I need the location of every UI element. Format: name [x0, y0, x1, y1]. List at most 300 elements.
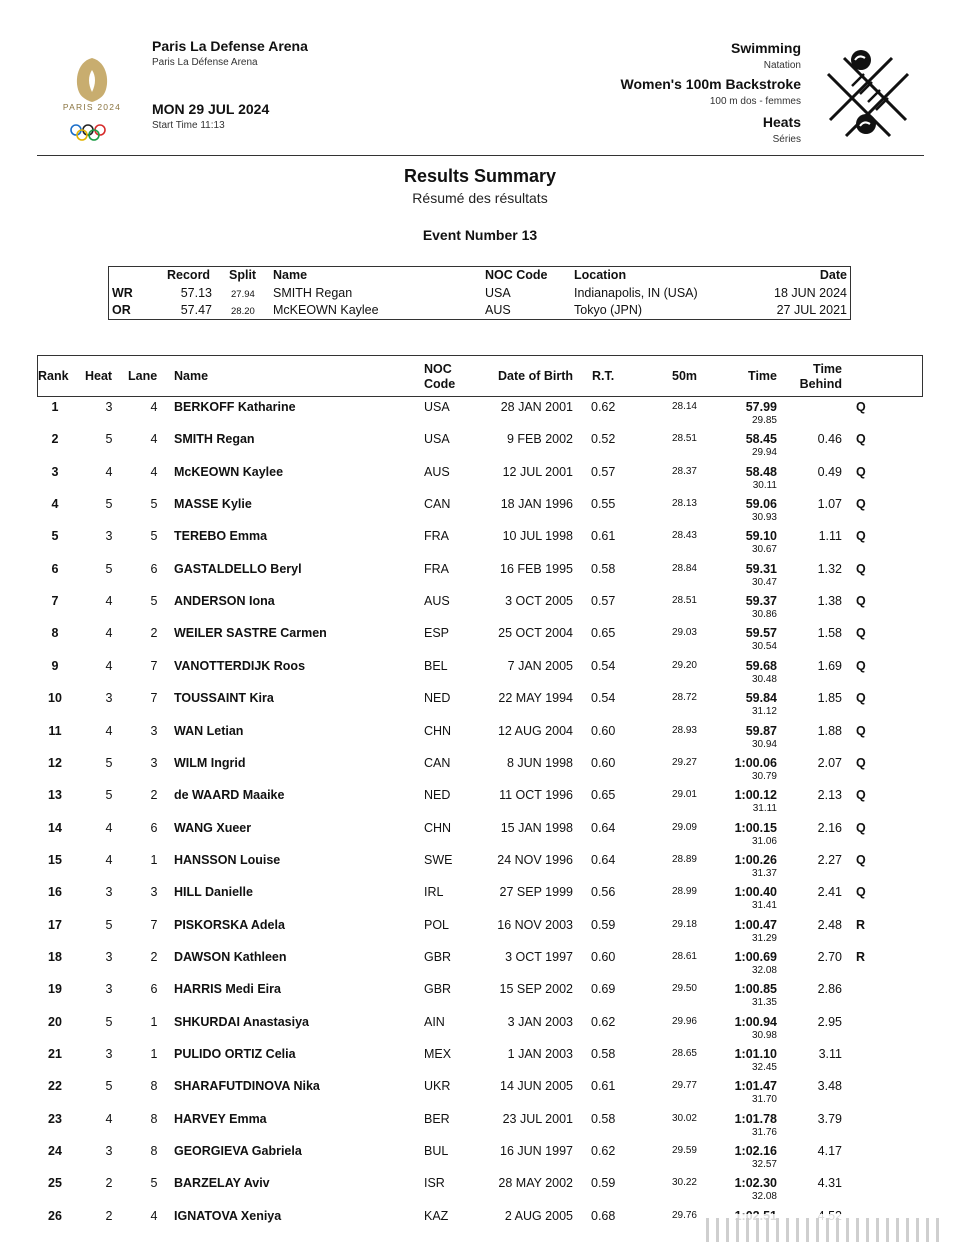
qualification-mark: Q: [856, 465, 866, 479]
rank-cell: 15: [48, 853, 62, 867]
qualification-mark: Q: [856, 626, 866, 640]
noc-cell: AUS: [424, 465, 450, 479]
time-behind: 2.41: [817, 885, 842, 899]
final-time: 59.10: [745, 529, 777, 543]
rank-cell: 19: [48, 982, 62, 996]
rank-cell: 20: [48, 1015, 62, 1029]
rank-cell: 24: [48, 1144, 62, 1158]
final-time: 59.31: [745, 562, 777, 576]
split-100m: 29.85: [751, 415, 777, 426]
dob-cell: 28 MAY 2002: [498, 1176, 573, 1190]
heat-cell: 3: [105, 529, 113, 543]
heat-cell: 3: [105, 982, 113, 996]
split-100m: 29.94: [751, 447, 777, 458]
noc-cell: POL: [424, 918, 450, 932]
dob-cell: 1 JAN 2003: [507, 1047, 573, 1061]
noc-cell: CHN: [424, 821, 452, 835]
reaction-time: 0.54: [591, 659, 616, 673]
swimming-pictogram-icon: [822, 46, 914, 138]
event-name: Women's 100m Backstroke: [620, 76, 801, 92]
split-50m: 29.09: [671, 822, 697, 833]
time-behind: 4.31: [817, 1176, 842, 1190]
qualification-mark: Q: [856, 400, 866, 414]
final-time: 59.87: [745, 724, 777, 738]
split-50m: 28.93: [671, 725, 697, 736]
split-100m: 32.45: [751, 1062, 777, 1073]
col-50m: 50m: [672, 369, 698, 383]
col-behind-line2: Behind: [799, 377, 842, 391]
result-row: [0, 400, 960, 432]
heat-cell: 4: [105, 724, 113, 738]
sport-name: Swimming: [730, 40, 801, 56]
rank-cell: 21: [48, 1047, 62, 1061]
venue-subtitle: Paris La Défense Arena: [152, 57, 258, 68]
result-row: [0, 1176, 960, 1208]
record-noc: AUS: [485, 303, 511, 317]
time-behind: 2.95: [817, 1015, 842, 1029]
heat-cell: 5: [105, 497, 113, 511]
competition-date: MON 29 JUL 2024: [152, 101, 270, 117]
split-100m: 30.54: [751, 641, 777, 652]
noc-cell: NED: [424, 691, 451, 705]
result-row: [0, 562, 960, 594]
result-row: [0, 950, 960, 982]
final-time: 1:01.47: [734, 1079, 777, 1093]
split-100m: 30.48: [751, 674, 777, 685]
time-behind: 1.11: [818, 529, 842, 543]
lane-cell: 8: [150, 1112, 158, 1126]
split-50m: 28.14: [671, 401, 697, 412]
time-behind: 1.85: [817, 691, 842, 705]
athlete-name: de WAARD Maaike: [174, 788, 285, 802]
split-50m: 29.18: [671, 919, 697, 930]
split-100m: 30.79: [751, 771, 777, 782]
final-time: 1:00.26: [734, 853, 777, 867]
reaction-time: 0.64: [591, 821, 616, 835]
final-time: 1:00.15: [734, 821, 777, 835]
dob-cell: 3 JAN 2003: [507, 1015, 573, 1029]
venue-title: Paris La Defense Arena: [152, 38, 308, 54]
split-100m: 30.98: [751, 1030, 777, 1041]
records-header-noc: NOC Code: [485, 268, 548, 282]
time-behind: 2.07: [817, 756, 842, 770]
record-location: Tokyo (JPN): [574, 303, 643, 317]
athlete-name: IGNATOVA Xeniya: [174, 1209, 282, 1223]
records-header-split: Split: [229, 268, 257, 282]
athlete-name: SHKURDAI Anastasiya: [174, 1015, 309, 1029]
split-100m: 31.12: [751, 706, 777, 717]
split-50m: 29.77: [671, 1080, 697, 1091]
record-split: 27.94: [231, 289, 255, 300]
doc-subtitle: Résumé des résultats: [412, 190, 548, 206]
paris-2024-logo: [62, 52, 122, 142]
result-row: [0, 691, 960, 723]
final-time: 59.84: [745, 691, 777, 705]
split-50m: 28.84: [671, 563, 697, 574]
final-time: 1:02.16: [734, 1144, 777, 1158]
rank-cell: 17: [48, 918, 62, 932]
rank-cell: 2: [51, 432, 59, 446]
heat-cell: 5: [105, 1015, 113, 1029]
split-50m: 30.02: [671, 1113, 697, 1124]
lane-cell: 5: [150, 594, 158, 608]
athlete-name: SMITH Regan: [174, 432, 255, 446]
qualification-mark: Q: [856, 432, 866, 446]
split-50m: 29.76: [671, 1210, 697, 1221]
reaction-time: 0.69: [591, 982, 616, 996]
logo-text: PARIS 2024: [62, 102, 122, 112]
result-row: [0, 821, 960, 853]
split-50m: 28.51: [671, 595, 697, 606]
lane-cell: 4: [150, 432, 158, 446]
lane-cell: 2: [150, 788, 158, 802]
noc-cell: CHN: [424, 724, 452, 738]
lane-cell: 1: [150, 853, 158, 867]
qualification-mark: Q: [856, 497, 866, 511]
lane-cell: 8: [150, 1144, 158, 1158]
result-row: [0, 1079, 960, 1111]
dob-cell: 10 JUL 1998: [502, 529, 573, 543]
result-row: [0, 918, 960, 950]
event-name-fr: 100 m dos - femmes: [709, 96, 801, 107]
record-time: 57.47: [180, 303, 212, 317]
dob-cell: 12 JUL 2001: [502, 465, 573, 479]
col-noc-line1: NOC: [424, 362, 452, 376]
heat-cell: 3: [105, 1047, 113, 1061]
athlete-name: BARZELAY Aviv: [174, 1176, 270, 1190]
lane-cell: 5: [150, 1176, 158, 1190]
reaction-time: 0.61: [591, 529, 616, 543]
rank-cell: 4: [51, 497, 59, 511]
final-time: 58.48: [745, 465, 777, 479]
lane-cell: 2: [150, 950, 158, 964]
record-name: McKEOWN Kaylee: [273, 303, 379, 317]
rank-cell: 16: [48, 885, 62, 899]
lane-cell: 4: [150, 465, 158, 479]
heat-cell: 2: [105, 1209, 113, 1223]
final-time: 58.45: [745, 432, 777, 446]
record-name: SMITH Regan: [273, 286, 353, 300]
rank-cell: 7: [51, 594, 59, 608]
split-100m: 31.29: [751, 933, 777, 944]
col-heat: Heat: [85, 369, 113, 383]
split-100m: 30.93: [751, 512, 777, 523]
result-row: [0, 1112, 960, 1144]
lane-cell: 7: [150, 659, 158, 673]
lane-cell: 4: [150, 1209, 158, 1223]
split-100m: 31.37: [751, 868, 777, 879]
athlete-name: WANG Xueer: [174, 821, 252, 835]
time-behind: 2.70: [817, 950, 842, 964]
noc-cell: GBR: [424, 950, 452, 964]
noc-cell: BEL: [424, 659, 448, 673]
lane-cell: 7: [150, 918, 158, 932]
rank-cell: 18: [48, 950, 62, 964]
reaction-time: 0.62: [591, 1144, 616, 1158]
noc-cell: BUL: [424, 1144, 449, 1158]
result-row: [0, 465, 960, 497]
split-100m: 32.57: [751, 1159, 777, 1170]
reaction-time: 0.52: [591, 432, 616, 446]
noc-cell: IRL: [424, 885, 444, 899]
noc-cell: BER: [424, 1112, 450, 1126]
rank-cell: 11: [48, 724, 62, 738]
split-100m: 31.70: [751, 1094, 777, 1105]
split-50m: 28.65: [671, 1048, 697, 1059]
final-time: 57.99: [745, 400, 777, 414]
sport-name-fr: Natation: [763, 60, 801, 71]
final-time: 1:01.78: [734, 1112, 777, 1126]
lane-cell: 3: [150, 724, 158, 738]
split-50m: 28.61: [671, 951, 697, 962]
rank-cell: 3: [51, 465, 59, 479]
result-row: [0, 1047, 960, 1079]
split-50m: 28.89: [671, 854, 697, 865]
result-row: [0, 529, 960, 561]
final-time: 1:00.69: [734, 950, 777, 964]
split-50m: 28.51: [671, 433, 697, 444]
result-row: [0, 594, 960, 626]
final-time: 1:00.06: [734, 756, 777, 770]
final-time: 59.06: [745, 497, 777, 511]
lane-cell: 5: [150, 497, 158, 511]
time-behind: 2.13: [817, 788, 842, 802]
athlete-name: GEORGIEVA Gabriela: [174, 1144, 302, 1158]
noc-cell: SWE: [424, 853, 453, 867]
result-row: [0, 756, 960, 788]
results-header: [37, 355, 923, 397]
dob-cell: 18 JAN 1996: [500, 497, 573, 511]
rank-cell: 8: [51, 626, 59, 640]
athlete-name: ANDERSON Iona: [174, 594, 275, 608]
heat-cell: 4: [105, 626, 113, 640]
col-rt: R.T.: [592, 369, 615, 383]
noc-cell: GBR: [424, 982, 452, 996]
dob-cell: 14 JUN 2005: [500, 1079, 573, 1093]
col-rank: Rank: [38, 369, 69, 383]
heat-cell: 5: [105, 756, 113, 770]
split-100m: 30.11: [752, 480, 777, 491]
heat-cell: 3: [105, 885, 113, 899]
records-header-name: Name: [273, 268, 308, 282]
athlete-name: VANOTTERDIJK Roos: [174, 659, 306, 673]
qualification-mark: Q: [856, 756, 866, 770]
split-50m: 29.50: [671, 983, 697, 994]
rank-cell: 6: [51, 562, 59, 576]
athlete-name: GASTALDELLO Beryl: [174, 562, 302, 576]
dob-cell: 23 JUL 2001: [502, 1112, 573, 1126]
athlete-name: MASSE Kylie: [174, 497, 252, 511]
record-noc: USA: [485, 286, 511, 300]
reaction-time: 0.58: [591, 562, 616, 576]
split-50m: 29.01: [671, 789, 697, 800]
split-100m: 31.41: [751, 900, 777, 911]
heat-cell: 3: [105, 1144, 113, 1158]
dob-cell: 16 NOV 2003: [497, 918, 573, 932]
rank-cell: 12: [48, 756, 62, 770]
result-row: [0, 659, 960, 691]
noc-cell: NED: [424, 788, 451, 802]
split-50m: 28.13: [671, 498, 697, 509]
rank-cell: 14: [48, 821, 62, 835]
col-noc-line2: Code: [424, 377, 456, 391]
record-date: 27 JUL 2021: [776, 303, 847, 317]
result-row: [0, 788, 960, 820]
records-table: [108, 266, 851, 320]
split-100m: 31.35: [751, 997, 777, 1008]
heat-cell: 4: [105, 853, 113, 867]
result-row: [0, 626, 960, 658]
dob-cell: 8 JUN 1998: [506, 756, 573, 770]
qualification-mark: Q: [856, 562, 866, 576]
athlete-name: HANSSON Louise: [174, 853, 281, 867]
qualification-mark: Q: [856, 529, 866, 543]
lane-cell: 6: [150, 821, 158, 835]
lane-cell: 5: [150, 529, 158, 543]
dob-cell: 2 AUG 2005: [504, 1209, 573, 1223]
split-50m: 30.22: [671, 1177, 697, 1188]
time-behind: 0.46: [817, 432, 842, 446]
time-behind: 2.27: [817, 853, 842, 867]
records-header-record: Record: [167, 268, 211, 282]
athlete-name: McKEOWN Kaylee: [174, 465, 284, 479]
athlete-name: PULIDO ORTIZ Celia: [174, 1047, 296, 1061]
qualification-mark: R: [856, 950, 866, 964]
lane-cell: 1: [150, 1047, 158, 1061]
qualification-mark: Q: [856, 594, 866, 608]
lane-cell: 6: [150, 562, 158, 576]
reaction-time: 0.60: [591, 950, 616, 964]
heat-cell: 3: [105, 950, 113, 964]
phase-name-fr: Séries: [772, 134, 801, 145]
reaction-time: 0.54: [591, 691, 616, 705]
rank-cell: 26: [48, 1209, 62, 1223]
split-100m: 31.06: [751, 836, 777, 847]
result-row: [0, 432, 960, 464]
split-50m: 28.99: [671, 886, 697, 897]
athlete-name: PISKORSKA Adela: [174, 918, 285, 932]
heat-cell: 4: [105, 1112, 113, 1126]
col-time: Time: [748, 369, 777, 383]
split-50m: 28.72: [671, 692, 697, 703]
time-behind: 1.32: [817, 562, 842, 576]
noc-cell: CAN: [424, 756, 451, 770]
heat-cell: 4: [105, 659, 113, 673]
noc-cell: UKR: [424, 1079, 451, 1093]
qualification-mark: Q: [856, 659, 866, 673]
dob-cell: 16 FEB 1995: [500, 562, 573, 576]
records-header-date: Date: [819, 268, 847, 282]
dob-cell: 25 OCT 2004: [498, 626, 573, 640]
split-100m: 31.11: [752, 803, 777, 814]
rank-cell: 9: [51, 659, 59, 673]
athlete-name: DAWSON Kathleen: [174, 950, 287, 964]
split-50m: 29.20: [671, 660, 697, 671]
time-behind: 2.48: [817, 918, 842, 932]
athlete-name: HILL Danielle: [174, 885, 253, 899]
record-split: 28.20: [231, 306, 255, 317]
athlete-name: SHARAFUTDINOVA Nika: [174, 1079, 320, 1093]
split-100m: 30.94: [751, 739, 777, 750]
final-time: 1:00.85: [734, 982, 777, 996]
col-lane: Lane: [128, 369, 158, 383]
qualification-mark: Q: [856, 821, 866, 835]
time-behind: 1.88: [817, 724, 842, 738]
noc-cell: ESP: [424, 626, 450, 640]
lane-cell: 3: [150, 885, 158, 899]
split-50m: 28.37: [671, 466, 697, 477]
dob-cell: 16 JUN 1997: [500, 1144, 573, 1158]
time-behind: 1.69: [817, 659, 842, 673]
split-100m: 31.76: [751, 1127, 777, 1138]
rank-cell: 10: [48, 691, 62, 705]
rank-cell: 13: [48, 788, 62, 802]
noc-cell: FRA: [424, 562, 449, 576]
reaction-time: 0.60: [591, 756, 616, 770]
split-100m: 32.08: [751, 965, 777, 976]
reaction-time: 0.58: [591, 1047, 616, 1061]
dob-cell: 24 NOV 1996: [497, 853, 573, 867]
col-name: Name: [174, 369, 209, 383]
final-time: 1:00.12: [734, 788, 777, 802]
lane-cell: 4: [150, 400, 158, 414]
record-time: 57.13: [180, 286, 212, 300]
athlete-name: WILM Ingrid: [174, 756, 246, 770]
record-location: Indianapolis, IN (USA): [574, 286, 698, 300]
time-behind: 4.17: [817, 1144, 842, 1158]
time-behind: 1.07: [817, 497, 842, 511]
rank-cell: 22: [48, 1079, 62, 1093]
reaction-time: 0.55: [591, 497, 616, 511]
final-time: 59.57: [745, 626, 777, 640]
time-behind: 0.49: [817, 465, 842, 479]
athlete-name: BERKOFF Katharine: [174, 400, 296, 414]
reaction-time: 0.61: [591, 1079, 616, 1093]
reaction-time: 0.57: [591, 594, 616, 608]
dob-cell: 3 OCT 1997: [505, 950, 573, 964]
reaction-time: 0.58: [591, 1112, 616, 1126]
split-50m: 29.03: [671, 627, 697, 638]
athlete-name: TEREBO Emma: [174, 529, 268, 543]
record-type: OR: [112, 303, 131, 317]
record-date: 18 JUN 2024: [774, 286, 847, 300]
rank-cell: 25: [48, 1176, 62, 1190]
start-time: Start Time 11:13: [152, 120, 225, 131]
dob-cell: 22 MAY 1994: [498, 691, 573, 705]
heat-cell: 2: [105, 1176, 113, 1190]
dob-cell: 15 SEP 2002: [499, 982, 573, 996]
split-100m: 30.47: [751, 577, 777, 588]
heat-cell: 5: [105, 788, 113, 802]
lane-cell: 2: [150, 626, 158, 640]
athlete-name: HARVEY Emma: [174, 1112, 267, 1126]
noc-cell: USA: [424, 432, 450, 446]
rank-cell: 5: [51, 529, 59, 543]
final-time: 59.68: [745, 659, 777, 673]
split-50m: 28.43: [671, 530, 697, 541]
noc-cell: MEX: [424, 1047, 452, 1061]
dob-cell: 15 JAN 1998: [500, 821, 573, 835]
lane-cell: 6: [150, 982, 158, 996]
dob-cell: 9 FEB 2002: [506, 432, 573, 446]
dob-cell: 12 AUG 2004: [497, 724, 573, 738]
qualification-mark: Q: [856, 788, 866, 802]
noc-cell: USA: [424, 400, 450, 414]
reaction-time: 0.62: [591, 1015, 616, 1029]
qualification-mark: R: [856, 918, 866, 932]
reaction-time: 0.56: [591, 885, 616, 899]
lane-cell: 8: [150, 1079, 158, 1093]
